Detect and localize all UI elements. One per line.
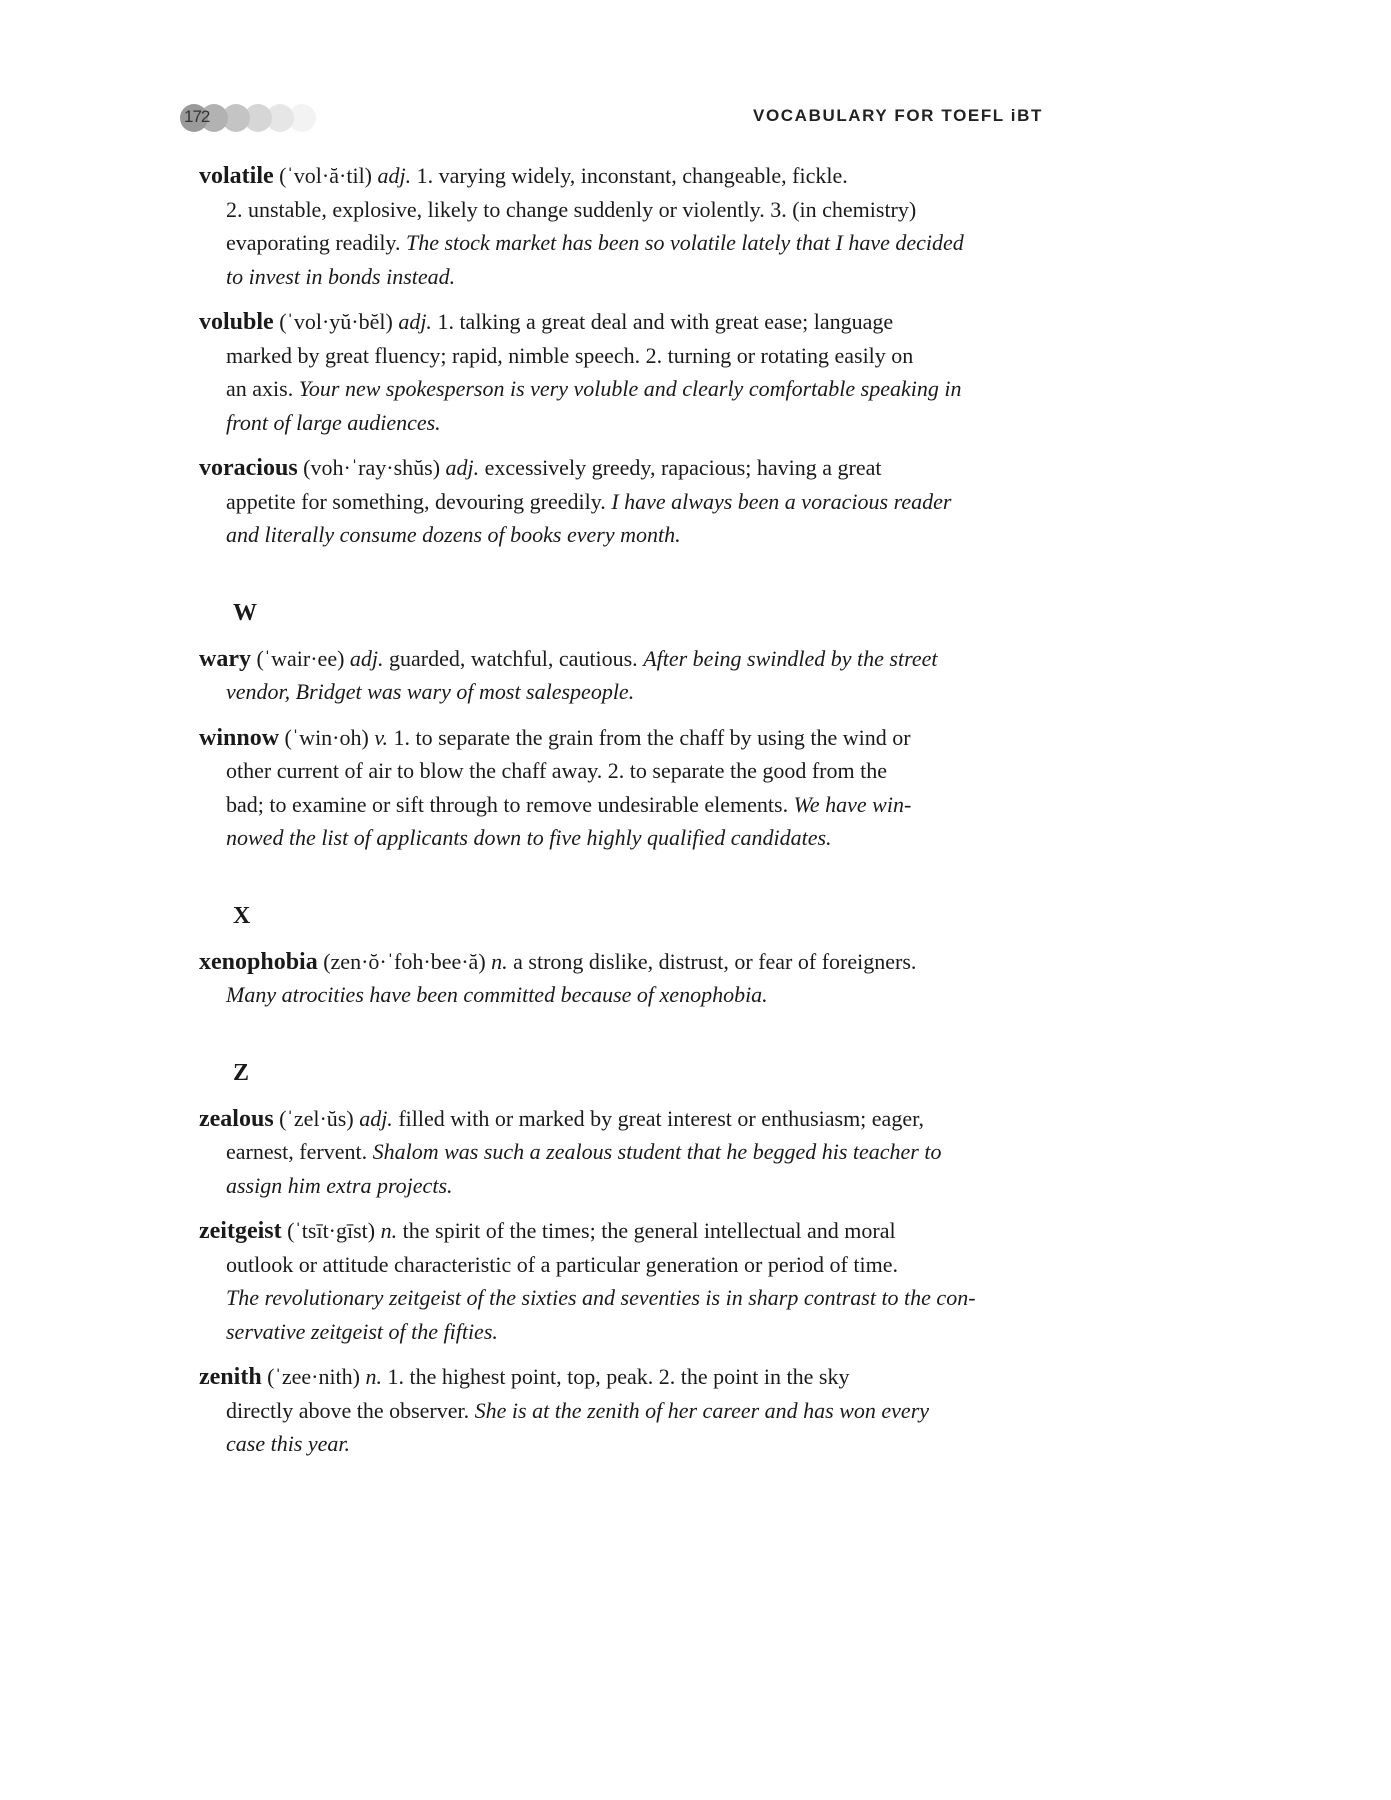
italic-text: n.: [380, 1218, 398, 1243]
italic-text: adj.: [377, 163, 412, 188]
entry-line: [199, 1102, 1059, 1136]
entry-line: [199, 1427, 1059, 1461]
entry-line: [199, 372, 1059, 406]
headword: voracious: [199, 455, 298, 481]
entry-line: [199, 1214, 1059, 1248]
entry-line: [199, 1394, 1059, 1428]
italic-text: assign him extra projects.: [226, 1172, 453, 1198]
entry-line: [199, 193, 1059, 227]
section-letter-heading: W: [233, 599, 257, 626]
entry-line: [199, 451, 1059, 485]
entry-line: [199, 721, 1059, 755]
definition-text: (ˈzee·nith): [261, 1364, 366, 1389]
headword: xenophobia: [199, 948, 318, 975]
definition-text: other current of air to blow the chaff away. 2. to separate the good from the: [226, 758, 887, 783]
definition-text: (zen·ŏ·ˈfoh·bee·ă): [317, 948, 492, 974]
italic-text: case this year.: [226, 1431, 351, 1456]
definition-text: bad; to examine or sift through to remove undesirable elements.: [226, 791, 794, 817]
italic-text: We have win-: [793, 791, 912, 817]
glossary-entry: [199, 1102, 1059, 1203]
running-title: VOCABULARY FOR TOEFL iBT: [753, 106, 1043, 125]
definition-text: appetite for something, devouring greedily.: [226, 488, 612, 514]
italic-text: front of large audiences.: [226, 409, 441, 435]
definition-text: 1. talking a great deal and with great ease; language: [431, 309, 894, 334]
definition-text: 1. to separate the grain from the chaff by using the wind or: [387, 724, 911, 750]
entry-line: [199, 642, 1059, 676]
italic-text: adj.: [349, 645, 384, 671]
entry-line: [199, 305, 1059, 339]
italic-text: to invest in bonds instead.: [226, 263, 456, 289]
definition-text: (ˈtsīt·gīst): [281, 1218, 381, 1243]
definition-text: filled with or marked by great interest or enthusiasm; eager,: [392, 1105, 925, 1131]
entry-line: [199, 1315, 1059, 1349]
italic-text: I have always been a voracious reader: [611, 488, 952, 514]
entry-line: [199, 1248, 1059, 1282]
italic-text: Shalom was such a zealous student that he begged his teacher to: [372, 1139, 942, 1164]
italic-text: Your new spokesperson is very voluble and clearly comfortable speaking in: [298, 376, 962, 401]
italic-text: and literally consume dozens of books every month.: [226, 522, 681, 547]
entry-line: [199, 339, 1059, 373]
entry-line: [199, 518, 1059, 552]
page-number-badge: [180, 104, 340, 132]
definition-text: 1. the highest point, top, peak. 2. the point in the sky: [382, 1364, 850, 1389]
entry-line: [199, 1135, 1059, 1169]
italic-text: The stock market has been so volatile lately that I have decided: [406, 230, 964, 255]
italic-text: adj.: [398, 309, 432, 334]
italic-text: n.: [491, 948, 508, 974]
definition-text: earnest, fervent.: [226, 1139, 373, 1164]
entry-line: [199, 978, 1059, 1012]
definition-text: (ˈvol·yŭ·bĕl): [273, 309, 399, 334]
entry-line: [199, 788, 1059, 822]
definition-text: a strong dislike, distrust, or fear of foreigners.: [507, 948, 917, 974]
page-number: 172: [184, 107, 210, 126]
entry-line: [199, 1281, 1059, 1315]
italic-text: nowed the list of applicants down to five highly qualified candidates.: [226, 825, 832, 850]
entry-line: [199, 485, 1059, 519]
definition-text: (ˈwin·oh): [279, 724, 375, 750]
definition-text: (ˈzel·ŭs): [273, 1105, 360, 1131]
glossary-entry: [199, 945, 1059, 1012]
glossary-entry: [199, 451, 1059, 552]
entry-line: [199, 945, 1059, 979]
entry-line: [199, 754, 1059, 788]
section-letter-heading: X: [233, 902, 251, 929]
headword: voluble: [199, 309, 274, 335]
definition-text: (ˈwair·ee): [250, 645, 350, 671]
italic-text: After being swindled by the street: [643, 645, 938, 671]
italic-text: She is at the zenith of her career and has won every: [474, 1397, 930, 1423]
glossary-entry: [199, 642, 1059, 709]
headword: winnow: [199, 724, 280, 751]
entry-line: [199, 1360, 1059, 1394]
definition-text: an axis.: [226, 376, 299, 401]
definition-text: 1. varying widely, inconstant, changeable, fickle.: [411, 163, 848, 188]
definition-text: 2. unstable, explosive, likely to change suddenly or violently. 3. (in chemistry): [226, 196, 917, 222]
entry-line: [199, 226, 1059, 260]
italic-text: Many atrocities have been committed because of xenophobia.: [226, 982, 768, 1007]
definition-text: excessively greedy, rapacious; having a great: [479, 455, 882, 480]
italic-text: n.: [365, 1364, 382, 1389]
section-letter-heading: Z: [233, 1059, 250, 1086]
glossary-entry: [199, 305, 1059, 439]
definition-text: (ˈvol·ă·til): [273, 163, 378, 188]
headword: zealous: [199, 1105, 274, 1132]
entry-line: [199, 260, 1059, 294]
entry-line: [199, 821, 1059, 855]
italic-text: adj.: [359, 1105, 393, 1131]
italic-text: vendor, Bridget was wary of most salespeople.: [226, 679, 635, 704]
italic-text: The revolutionary zeitgeist of the sixties and seventies is in sharp contrast to the con-: [226, 1285, 976, 1310]
definition-text: directly above the observer.: [226, 1397, 475, 1423]
entry-line: [199, 675, 1059, 709]
definition-text: (voh·ˈray·shŭs): [297, 455, 446, 480]
definition-text: marked by great fluency; rapid, nimble speech. 2. turning or rotating easily on: [226, 342, 914, 368]
headword: wary: [199, 645, 251, 672]
headword: zenith: [199, 1364, 262, 1390]
entry-line: [199, 1169, 1059, 1203]
definition-text: the spirit of the times; the general intellectual and moral: [397, 1218, 896, 1243]
definition-text: outlook or attitude characteristic of a particular generation or period of time.: [226, 1251, 898, 1277]
italic-text: adj.: [445, 455, 480, 480]
entry-line: [199, 159, 1059, 193]
glossary-entry: [199, 159, 1059, 293]
italic-text: v.: [374, 724, 388, 750]
glossary-entry: [199, 721, 1059, 855]
definition-text: evaporating readily.: [226, 230, 406, 255]
definition-text: guarded, watchful, cautious.: [383, 645, 644, 671]
glossary-entry: [199, 1360, 1059, 1461]
italic-text: servative zeitgeist of the fifties.: [226, 1318, 498, 1344]
glossary-entry: [199, 1214, 1059, 1348]
glossary-content: [199, 159, 1059, 1461]
entry-line: [199, 406, 1059, 440]
headword: volatile: [199, 163, 274, 189]
headword: zeitgeist: [199, 1218, 282, 1244]
